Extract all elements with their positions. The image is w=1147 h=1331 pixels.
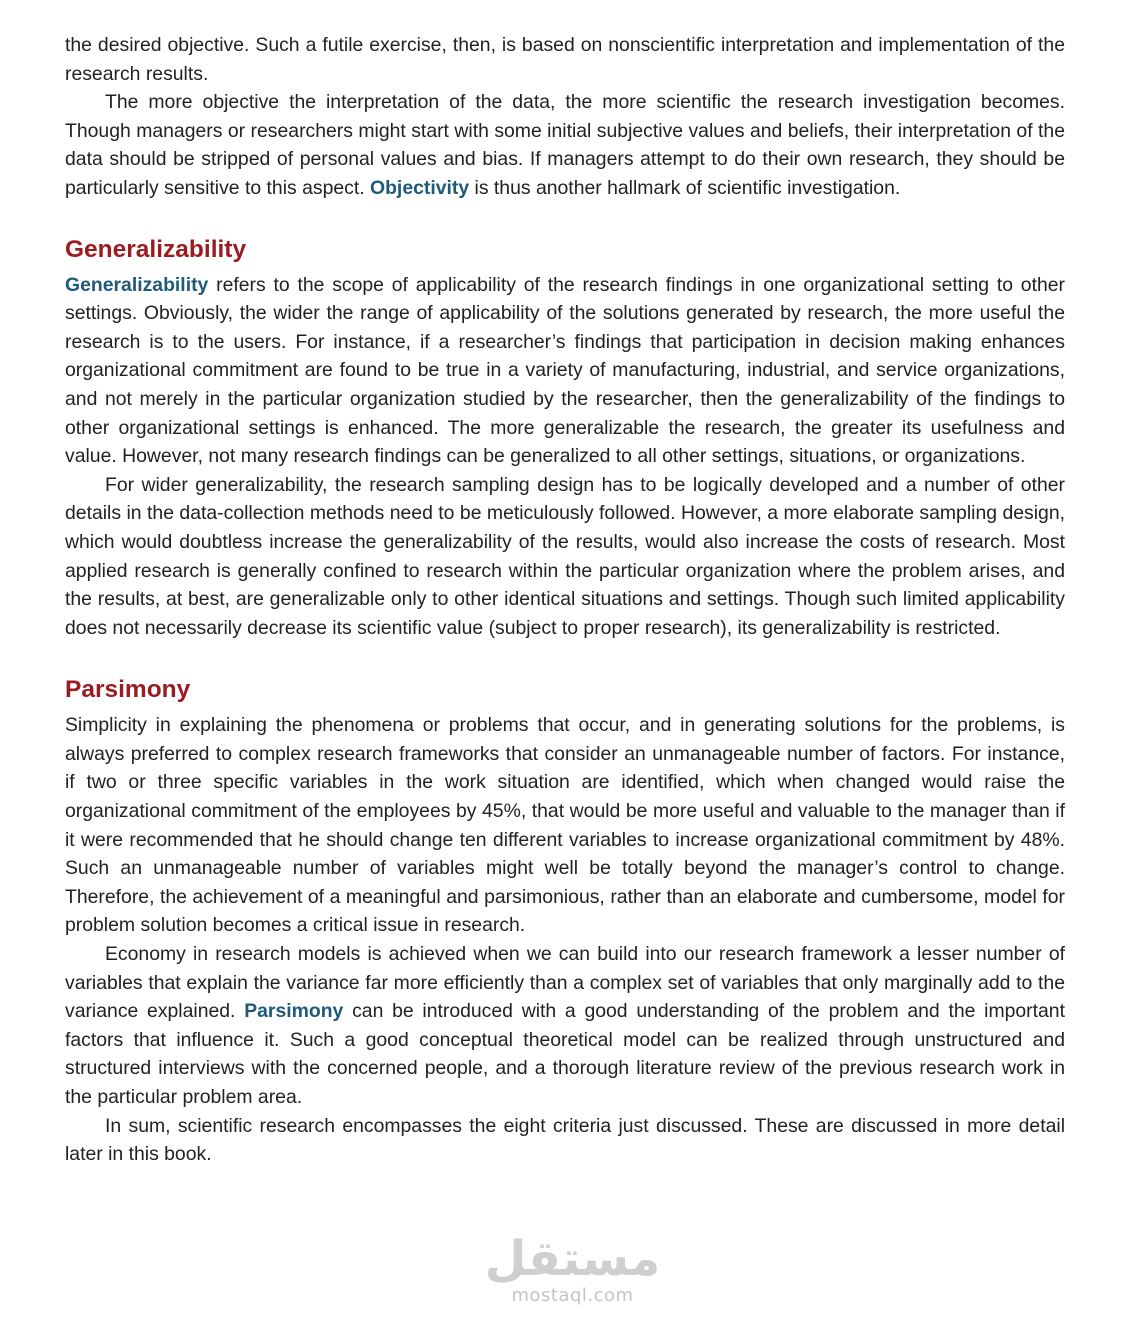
generalizability-p1-text: refers to the scope of applicability of the research findings in one organizational setting to other settings. Obviously, the wider the range of applicability of the solutions generated by research, the more useful the research is to the users. For instance, if a researcher’s findings that participation in decision making enhances organizational commitment are found to be true in a variety of manufacturing, industrial, and service organizations, and not merely in the particular organization studied by the researcher, then the generalizability of the findings to other organizational settings is enhanced. The more generalizable the research, the greater its usefulness and value. However, not many research findings can be generalized to all other settings, situations, or organizations. [65, 273, 1065, 468]
parsimony-p2-text-after: can be introduced with a good understanding of the problem and the important factors that influence it. Such a good conceptual theoretical model can be realized through unstructured and structured interviews with the concerned people, and a thorough literature review of the previous research work in the particular problem area. [65, 1000, 1065, 1108]
intro-paragraph-2 [65, 88, 1065, 202]
parsimony-heading: Parsimony [65, 676, 191, 704]
document-page [65, 31, 1065, 1169]
generalizability-paragraph-2: For wider generalizability, the research sampling design has to be logically developed and a number of other details in the data-collection methods need to be meticulously followed. However, a more elaborate sampling design, which would doubtless increase the generalizability of the results, would also increase the costs of research. Most applied research is generally confined to research within the particular organization where the problem arises, and the results, at best, are generalizable only to other identical situations and settings. Though such limited applicability does not necessarily decrease its scientific value (subject to proper research), its generalizability is restricted. [65, 473, 1065, 639]
parsimony-paragraph-3: In sum, scientific research encompasses the eight criteria just discussed. These are discussed in more detail later in this book. [65, 1114, 1065, 1166]
parsimony-p2-text-before: Economy in research models is achieved when we can build into our research framework a lesser number of variables that explain the variance far more efficiently than a complex set of variables that only marginally add to the variance explained. [65, 943, 1065, 1023]
intro-paragraph-1: the desired objective. Such a futile exercise, then, is based on nonscientific interpretation and implementation of the research results. [65, 34, 1065, 85]
generalizability-heading: Generalizability [65, 235, 247, 263]
intro-p2-text-before: The more objective the interpretation of the data, the more scientific the research investigation becomes. Though managers or researchers might start with some initial subjective values and beliefs, their interpretation of the data should be stripped of personal values and bias. If managers attempt to do their own research, they should be particularly sensitive to this aspect. [65, 91, 1065, 199]
generalizability-paragraph-1 [65, 271, 1065, 471]
mostaql-watermark [470, 1232, 675, 1307]
parsimony-term: Parsimony [244, 1000, 344, 1023]
objectivity-term: Objectivity [370, 176, 470, 199]
watermark-url: mostaql.com [511, 1285, 634, 1306]
parsimony-paragraph-1: Simplicity in explaining the phenomena or problems that occur, and in generating solutions for the problems, is always preferred to complex research frameworks that consider an unmanageable number of factors. For instance, if two or three specific variables in the work situation are identified, which when changed would raise the organizational commitment of the employees by 45%, that would be more useful and valuable to the manager than if it were recommended that he should change ten different variables to increase organizational commitment by 48%. Such an unmanageable number of variables might well be totally beyond the manager’s control to change. Therefore, the achievement of a meaningful and parsimonious, rather than an elaborate and cumbersome, model for problem solution becomes a critical issue in research. [65, 714, 1065, 937]
parsimony-paragraph-2 [65, 940, 1065, 1112]
generalizability-term: Generalizability [65, 273, 209, 296]
intro-p2-text-after: is thus another hallmark of scientific investigation. [469, 176, 901, 199]
watermark-arabic-logo: مستقل [484, 1231, 661, 1287]
